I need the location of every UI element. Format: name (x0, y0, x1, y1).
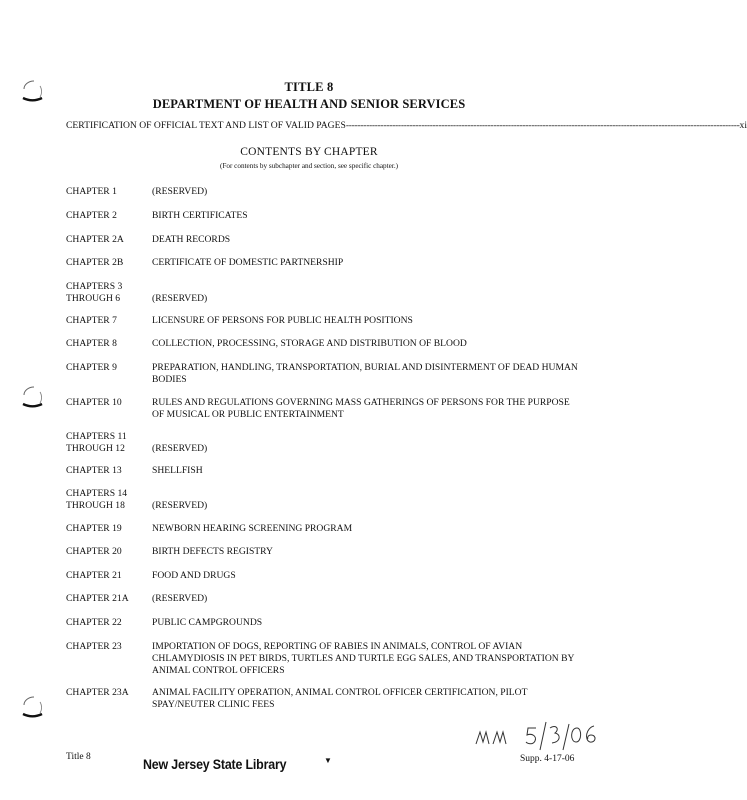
dot-leader: ---------------------------------------------------------------------------------------------------------------------------------------- (345, 120, 740, 131)
chapter-title: BIRTH DEFECTS REGISTRY (152, 546, 273, 557)
chapter-title: LICENSURE OF PERSONS FOR PUBLIC HEALTH POSITIONS (152, 315, 413, 326)
chapter-title: (RESERVED) (152, 186, 208, 197)
chapter-label: CHAPTER 1 (66, 186, 117, 197)
chapter-label-line1: CHAPTERS 14 (66, 488, 128, 499)
chapter-label: CHAPTER 13 (66, 465, 122, 476)
chapter-label (66, 488, 150, 512)
contents-note: (For contents by subchapter and section, see specific chapter.) (219, 162, 399, 170)
chapter-title: DEATH RECORDS (152, 234, 231, 245)
chapter-label: CHAPTER 19 (66, 523, 122, 534)
title-number: TITLE 8 (284, 80, 334, 94)
chapter-label: CHAPTER 2 (66, 210, 117, 221)
chapter-label-line2: THROUGH 6 (66, 293, 121, 304)
chapter-title: RULES AND REGULATIONS GOVERNING MASS GATHERINGS OF PERSONS FOR THE PURPOSE OF MUSICAL OR PUBLIC ENTERTAINMENT (152, 397, 570, 420)
supplement-date: Supp. 4-17-06 (520, 754, 575, 764)
chapter-label (66, 281, 150, 305)
chapter-label-line2: THROUGH 18 (66, 500, 125, 511)
chapter-title: PREPARATION, HANDLING, TRANSPORTATION, BURIAL AND DISINTERMENT OF DEAD HUMAN BODIES (152, 362, 578, 385)
punch-hole-middle-icon (20, 384, 46, 420)
footer-title: Title 8 (66, 752, 91, 762)
title-block (0, 80, 618, 112)
chapter-label: CHAPTER 21 (66, 570, 122, 581)
contents-heading: CONTENTS BY CHAPTER (240, 146, 378, 158)
department-name: DEPARTMENT OF HEALTH AND SENIOR SERVICES (152, 97, 466, 111)
chapter-label-line2: THROUGH 12 (66, 443, 125, 454)
certification-line (66, 120, 747, 131)
chapter-label: CHAPTER 2B (66, 257, 124, 268)
chapter-label: CHAPTER 23A (66, 687, 129, 698)
chapter-title: ANIMAL FACILITY OPERATION, ANIMAL CONTROL OFFICER CERTIFICATION, PILOT SPAY/NEUTER CLINIC FEES (152, 687, 528, 710)
certification-text: CERTIFICATION OF OFFICIAL TEXT AND LIST OF VALID PAGES (66, 120, 346, 131)
certification-page: xi (739, 120, 747, 131)
chapter-title: (RESERVED) (152, 500, 208, 511)
chapter-title: (RESERVED) (152, 593, 208, 604)
library-stamp: New Jersey State Library (143, 757, 287, 772)
chapter-label: CHAPTER 23 (66, 641, 122, 652)
chapter-title: CERTIFICATE OF DOMESTIC PARTNERSHIP (152, 257, 344, 268)
chapter-label: CHAPTER 8 (66, 338, 117, 349)
chapter-label: CHAPTER 21A (66, 593, 129, 604)
chapter-label: CHAPTER 10 (66, 397, 122, 408)
chapter-title: (RESERVED) (152, 293, 208, 304)
chapter-label: CHAPTER 20 (66, 546, 122, 557)
chapter-title: SHELLFISH (152, 465, 203, 476)
chapter-label: CHAPTER 22 (66, 617, 122, 628)
page-marker-icon: ▼ (324, 756, 332, 765)
chapter-label-line1: CHAPTERS 11 (66, 431, 127, 442)
punch-hole-bottom-icon (20, 694, 46, 730)
chapter-label: CHAPTER 9 (66, 362, 117, 373)
chapter-title: NEWBORN HEARING SCREENING PROGRAM (152, 523, 353, 534)
chapter-title: (RESERVED) (152, 443, 208, 454)
chapter-title: FOOD AND DRUGS (152, 570, 236, 581)
chapter-title: COLLECTION, PROCESSING, STORAGE AND DISTRIBUTION OF BLOOD (152, 338, 467, 349)
chapter-title: IMPORTATION OF DOGS, REPORTING OF RABIES IN ANIMALS, CONTROL OF AVIAN CHLAMYDIOSIS IN PET BIRDS, TURTLES AND TURTLE EGG SALES, AND TRANSPORTATION BY ANIMAL CONTROL OFFICERS (152, 641, 575, 676)
handwritten-signature (472, 720, 602, 752)
chapter-title: BIRTH CERTIFICATES (152, 210, 248, 221)
chapter-label: CHAPTER 2A (66, 234, 124, 245)
chapter-label: CHAPTER 7 (66, 315, 117, 326)
chapter-label (66, 431, 150, 455)
chapter-label-line1: CHAPTERS 3 (66, 281, 123, 292)
chapter-title: PUBLIC CAMPGROUNDS (152, 617, 263, 628)
